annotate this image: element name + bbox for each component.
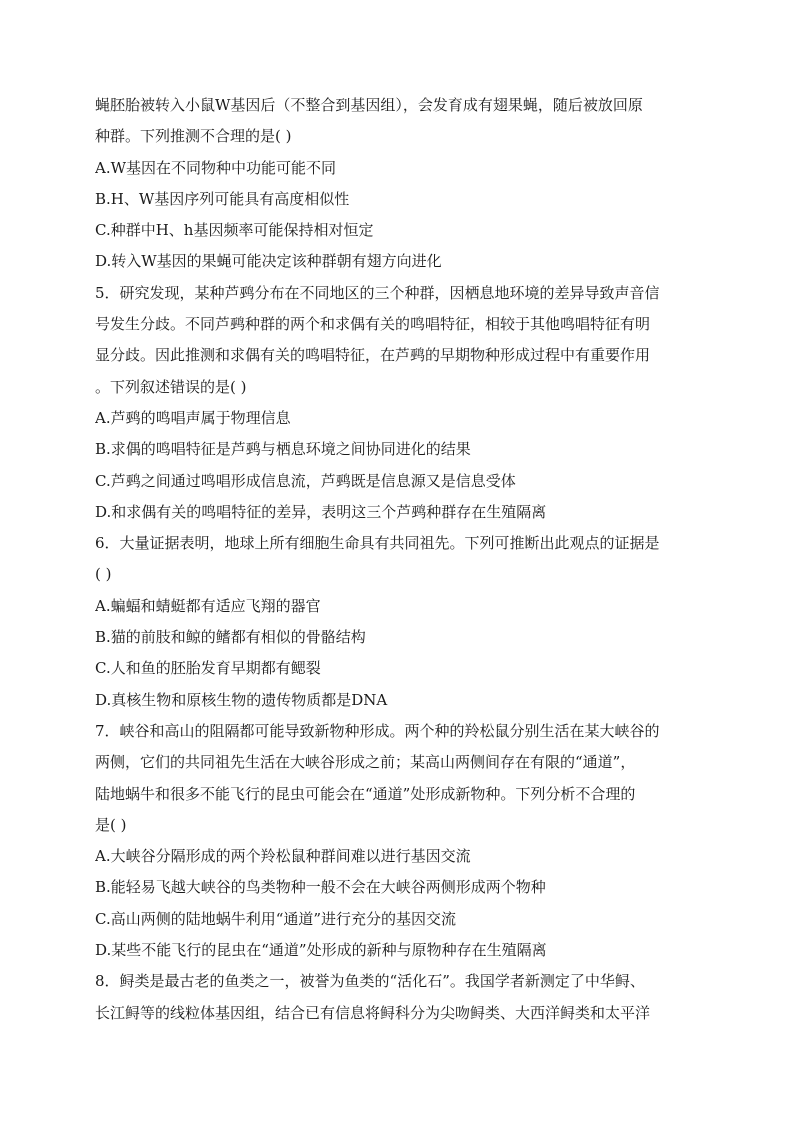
text-line: 种群。下列推测不合理的是( ) bbox=[95, 127, 292, 146]
text-line: 两侧，它们的共同祖先生活在大峡谷形成之前；某高山两侧间存在有限的“通道”， bbox=[95, 753, 636, 772]
text-line: 蝇胚胎被转入小鼠W基因后（不整合到基因组），会发育成有翅果蝇，随后被放回原 bbox=[95, 96, 643, 114]
text-line: 是( ) bbox=[95, 815, 127, 834]
text-line: 6．大量证据表明，地球上所有细胞生命具有共同祖先。下列可推断出此观点的证据是 bbox=[95, 534, 660, 553]
option-b: B.求偶的鸣唱特征是芦鹀与栖息环境之间协同进化的结果 bbox=[95, 440, 471, 459]
text-line: 7．峡谷和高山的阻隔都可能导致新物种形成。两个种的羚松鼠分别生活在某大峡谷的 bbox=[95, 721, 660, 740]
option-d: D.转入W基因的果蝇可能决定该种群朝有翅方向进化 bbox=[95, 252, 442, 271]
exam-content bbox=[95, 90, 705, 1029]
option-a: A.W基因在不同物种中功能可能不同 bbox=[95, 158, 337, 177]
option-a: A.大峡谷分隔形成的两个羚松鼠种群间难以进行基因交流 bbox=[95, 847, 471, 866]
text-line: 5．研究发现，某种芦鹀分布在不同地区的三个种群，因栖息地环境的差异导致声音信 bbox=[95, 283, 660, 302]
option-d: D.真核生物和原核生物的遗传物质都是DNA bbox=[95, 690, 388, 709]
option-b: B.猫的前肢和鲸的鳍都有相似的骨骼结构 bbox=[95, 628, 366, 647]
question-5-stem bbox=[95, 278, 705, 403]
question-7-stem bbox=[95, 716, 705, 841]
option-a: A.芦鹀的鸣唱声属于物理信息 bbox=[95, 408, 291, 427]
question-7-options bbox=[95, 841, 705, 966]
option-d: D.某些不能飞行的昆虫在“通道”处形成的新种与原物种存在生殖隔离 bbox=[95, 941, 547, 960]
question-5-options bbox=[95, 403, 705, 528]
question-4-options bbox=[95, 153, 705, 278]
option-c: C.高山两侧的陆地蜗牛利用“通道”进行充分的基因交流 bbox=[95, 909, 457, 928]
option-c: C.芦鹀之间通过鸣唱形成信息流，芦鹀既是信息源又是信息受体 bbox=[95, 471, 516, 490]
text-line: 8．鲟类是最古老的鱼类之一，被誉为鱼类的“活化石”。我国学者新测定了中华鲟、 bbox=[95, 972, 645, 991]
question-6-stem bbox=[95, 528, 705, 591]
question-8-stem bbox=[95, 966, 705, 1029]
text-line: 陆地蜗牛和很多不能飞行的昆虫可能会在“通道”处形成新物种。下列分析不合理的 bbox=[95, 784, 636, 803]
text-line: 号发生分歧。不同芦鹀种群的两个和求偶有关的鸣唱特征，相较于其他鸣唱特征有明 bbox=[95, 315, 651, 334]
text-line: 长江鲟等的线粒体基因组，结合已有信息将鲟科分为尖吻鲟类、大西洋鲟类和太平洋 bbox=[95, 1003, 651, 1022]
text-line: ( ) bbox=[95, 565, 112, 584]
option-b: B.H、W基因序列可能具有高度相似性 bbox=[95, 189, 350, 208]
option-a: A.蝙蝠和蜻蜓都有适应飞翔的器官 bbox=[95, 596, 321, 615]
option-d: D.和求偶有关的鸣唱特征的差异，表明这三个芦鹀种群存在生殖隔离 bbox=[95, 502, 547, 521]
option-c: C.人和鱼的胚胎发育早期都有鳃裂 bbox=[95, 659, 321, 678]
question-6-options bbox=[95, 591, 705, 716]
option-c: C.种群中H、h基因频率可能保持相对恒定 bbox=[95, 221, 374, 240]
text-line: 。下列叙述错误的是( ) bbox=[95, 377, 247, 396]
text-line: 显分歧。因此推测和求偶有关的鸣唱特征，在芦鹀的早期物种形成过程中有重要作用 bbox=[95, 346, 651, 365]
question-4-tail bbox=[95, 90, 705, 153]
option-b: B.能轻易飞越大峡谷的鸟类物种一般不会在大峡谷两侧形成两个物种 bbox=[95, 878, 546, 897]
